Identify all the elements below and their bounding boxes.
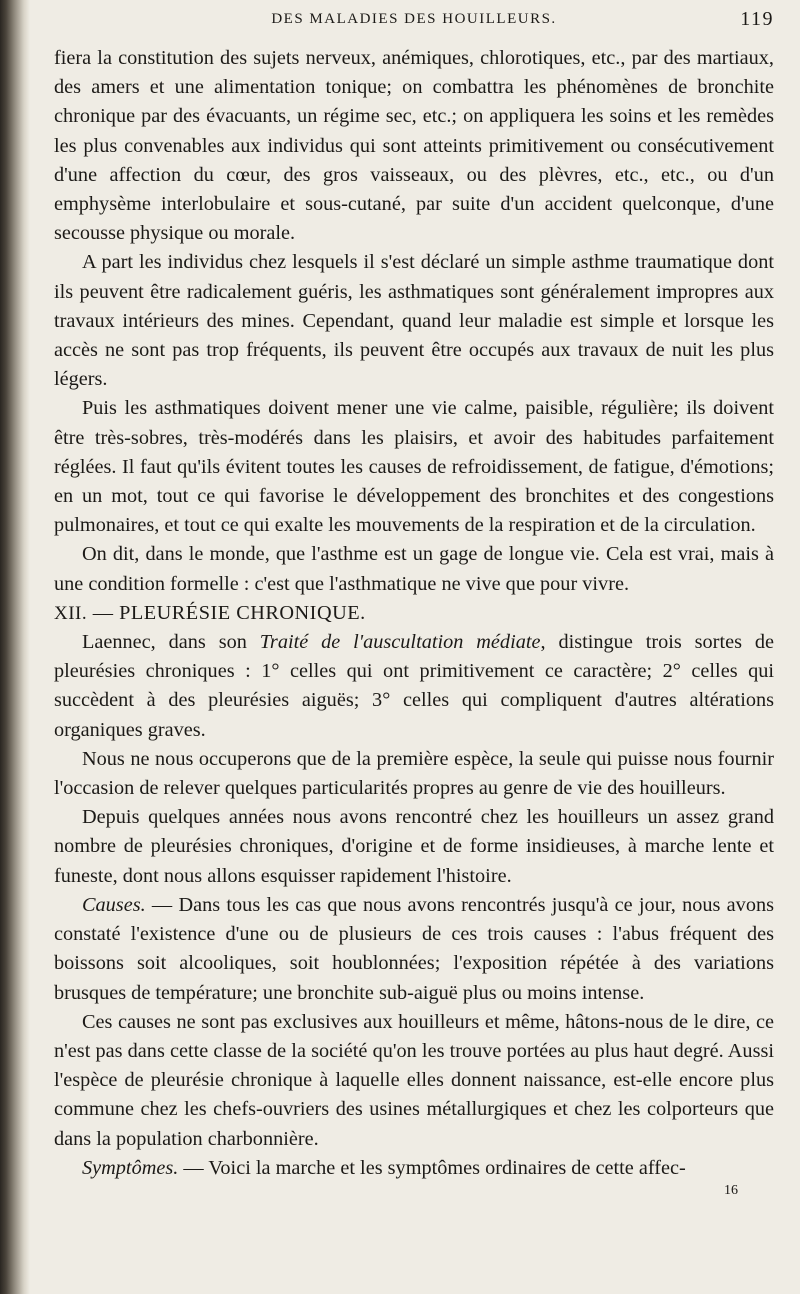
section-dash: —: [92, 601, 114, 624]
paragraph-asthma-work: A part les individus chez lesquels il s'est déclaré un simple asthme traumatique dont ils peuvent être radicalement guéris, les asthmatiques sont généralement impropres aux travaux intérieurs des mines. Cependant, quand leur maladie est simple et lorsque les accès ne sont pas trop fréquents, ils peuvent être occupés aux travaux de nuit les plus légers.: [54, 251, 774, 391]
body-text: [54, 44, 774, 1199]
paragraph-first-species: Nous ne nous occuperons que de la première espèce, la seule qui puisse nous fournir l'occasion de relever quelques particularités propres au genre de vie des houilleurs.: [54, 747, 774, 800]
laennec-rest: , distingue trois sortes de pleurésies chroniques : 1° celles qui ont primitivement ce caractère; 2° celles qui succèdent à des pleurésies aiguës; 3° celles qui compliquent d'autres altérations organiques graves.: [54, 631, 774, 741]
book-title: Traité de l'auscultation médiate: [259, 631, 541, 654]
page-number: 119: [740, 8, 774, 30]
symptoms-text: — Voici la marche et les symptômes ordinaires de cette affec-: [178, 1156, 686, 1179]
paragraph-causes-exclusive: Ces causes ne sont pas exclusives aux houilleurs et même, hâtons-nous de le dire, ce n'est pas dans cette classe de la société qu'on les trouve portées au plus haut degré. Aussi l'espèce de pleurésie chronique à laquelle elles donnent naissance, est-elle encore plus commune chez les chefs-ouvriers des usines métallurgiques et chez les colporteurs que dans la population charbonnière.: [54, 1010, 774, 1150]
causes-text: — Dans tous les cas que nous avons rencontrés jusqu'à ce jour, nous avons constaté l'existence d'une ou de plusieurs de ces trois causes : l'abus fréquent des boissons soit alcooliques, soit houblonnées; l'exposition répétée à des variations brusques de température; une bronchite sub-aiguë plus ou moins intense.: [54, 893, 774, 1004]
paragraph-symptoms: [54, 1154, 774, 1183]
paragraph-asthma-regimen: Puis les asthmatiques doivent mener une vie calme, paisible, régulière; ils doivent être très-sobres, très-modérés dans les plaisirs, et avoir des habitudes parfaitement réglées. Il faut qu'ils évitent toutes les causes de refroidissement, de fatigue, d'émotions; en un mot, tout ce qui favorise le développement des bronchites et des congestions pulmonaires, et tout ce qui exalte les mouvements de la respiration et de la circulation.: [54, 397, 774, 537]
signature-mark: 16: [724, 1182, 738, 1198]
causes-label: Causes.: [82, 893, 146, 916]
paragraph-continued: fiera la constitution des sujets nerveux, anémiques, chlorotiques, etc., par des martiaux, des amers et une alimentation tonique; on combattra les phénomènes de bronchite chronique par des évacuants, un régime sec, etc.; on appliquera les soins et les remèdes les plus convenables aux individus qui sont atteints primitivement ou consécutivement d'une affection du cœur, des gros vaisseaux, ou des plèvres, etc., etc., ou d'un emphysème interlobulaire et sous-cutané, par suite d'un accident quelconque, d'une secousse physique ou morale.: [54, 47, 774, 245]
paragraph-encounters: Depuis quelques années nous avons rencontré chez les houilleurs un assez grand nombre de pleurésies chroniques, d'origine et de forme insidieuses, à marche lente et funeste, dont nous allons esquisser rapidement l'histoire.: [54, 806, 774, 887]
section-number: XII.: [54, 602, 88, 624]
symptoms-label: Symptômes.: [82, 1156, 179, 1179]
paragraph-laennec: [54, 628, 774, 745]
paragraph-causes: [54, 891, 774, 1008]
paragraph-asthma-longevity: On dit, dans le monde, que l'asthme est un gage de longue vie. Cela est vrai, mais à une condition formelle : c'est que l'asthmatique ne vive que pour vivre.: [54, 543, 774, 595]
running-head: [54, 6, 774, 32]
section-title: PLEURÉSIE CHRONIQUE.: [119, 601, 366, 624]
book-spine-shadow: [0, 0, 30, 1294]
running-title: DES MALADIES DES HOUILLEURS.: [271, 11, 557, 27]
section-heading: [54, 599, 774, 628]
laennec-intro: Laennec, dans son: [82, 631, 260, 654]
book-page: [54, 6, 774, 1199]
